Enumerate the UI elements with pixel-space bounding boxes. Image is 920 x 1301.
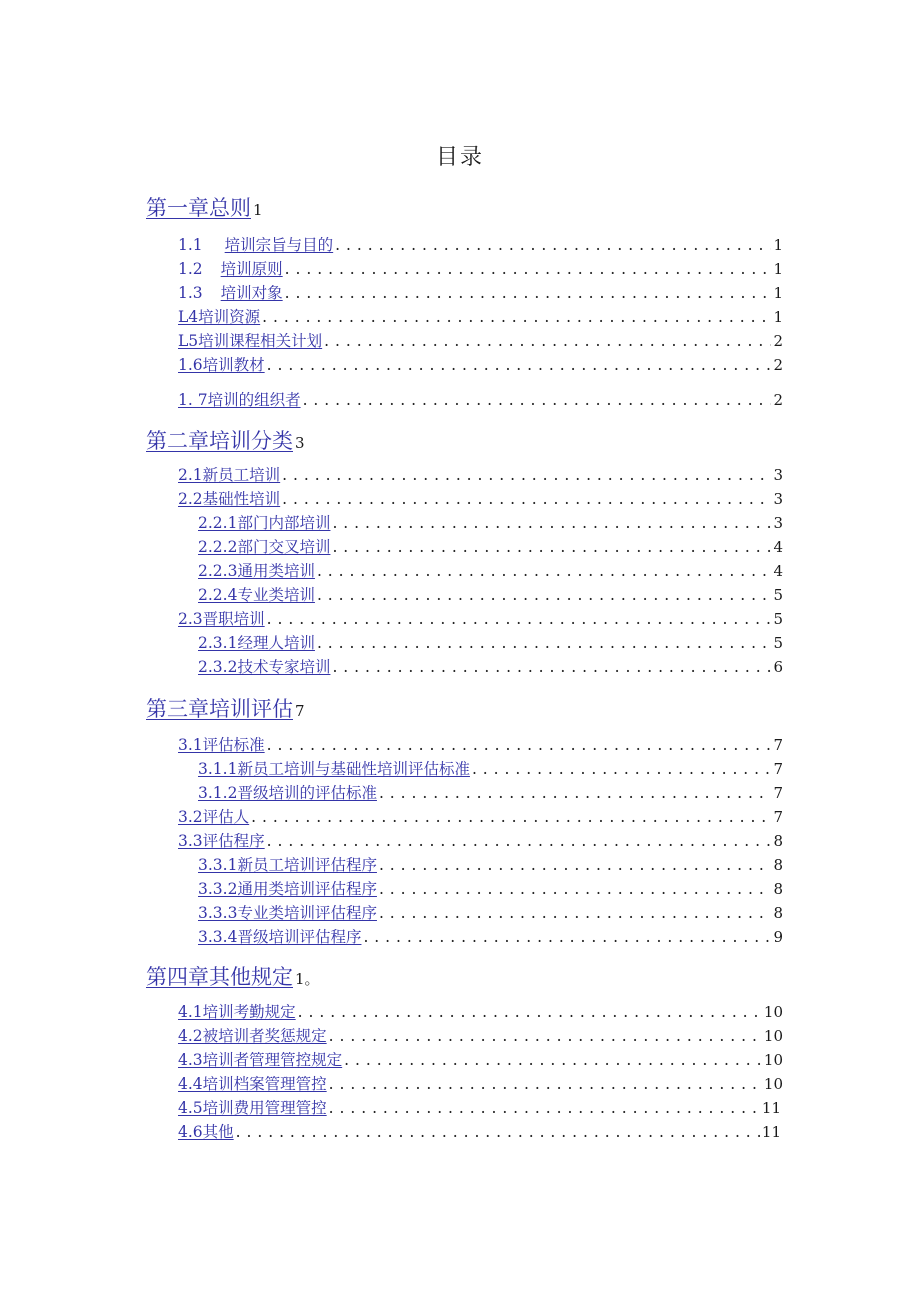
toc-entry-page: 7: [773, 808, 783, 826]
toc-entry-label[interactable]: 3.1.1新员工培训与基础性培训评估标准: [198, 760, 470, 778]
chapter-1-heading[interactable]: [146, 192, 263, 222]
toc-entry-page: 3: [773, 466, 783, 484]
dot-leader: [379, 784, 772, 802]
toc-entry-label[interactable]: 2.2.2部门交叉培训: [198, 538, 331, 556]
toc-entry-page: 5: [773, 586, 783, 604]
toc-entry[interactable]: [178, 281, 783, 303]
dot-leader: [329, 1075, 762, 1093]
dot-leader: [267, 356, 772, 374]
chapter-page-number: 3: [295, 434, 305, 452]
dot-leader: [282, 490, 771, 508]
toc-entry[interactable]: [178, 257, 783, 279]
toc-entry-page: 3: [773, 490, 783, 508]
toc-entry[interactable]: [198, 925, 783, 947]
dot-leader: [267, 736, 772, 754]
toc-entry[interactable]: [198, 757, 783, 779]
toc-entry[interactable]: [198, 781, 783, 803]
toc-entry[interactable]: [178, 1096, 781, 1118]
dot-leader: [267, 832, 772, 850]
toc-entry-page: 10: [763, 1027, 783, 1045]
dot-leader: [329, 1099, 760, 1117]
toc-entry[interactable]: [198, 655, 783, 677]
toc-entry-page: 1: [773, 284, 783, 302]
toc-entry-page: 8: [773, 880, 783, 898]
toc-entry[interactable]: [178, 305, 783, 327]
toc-entry-page: 4: [773, 562, 783, 580]
toc-entry[interactable]: [178, 233, 783, 255]
dot-leader: [298, 1003, 762, 1021]
toc-entry-link[interactable]: [178, 281, 283, 303]
dot-leader: [332, 538, 771, 556]
dot-leader: [317, 562, 772, 580]
dot-leader: [285, 284, 772, 302]
toc-entry[interactable]: [198, 877, 783, 899]
dot-leader: [267, 610, 772, 628]
toc-entry[interactable]: [198, 535, 783, 557]
toc-entry-label[interactable]: 3.3评估程序: [178, 832, 265, 850]
toc-entry-page: 5: [773, 634, 783, 652]
toc-entry-page: 7: [773, 736, 783, 754]
toc-entry-page: 11: [761, 1123, 781, 1141]
toc-entry-label[interactable]: L4培训资源: [178, 308, 261, 326]
dot-leader: [344, 1051, 762, 1069]
toc-entry-page: 8: [773, 832, 783, 850]
toc-entry[interactable]: [178, 463, 783, 485]
toc-entry[interactable]: [178, 1048, 783, 1070]
toc-entry-page: 9: [773, 928, 783, 946]
toc-entry[interactable]: [178, 829, 783, 851]
toc-entry-label[interactable]: 2.2.4专业类培训: [198, 586, 315, 604]
toc-entry-page: 10: [763, 1003, 783, 1021]
toc-entry-label[interactable]: 3.1评估标准: [178, 736, 265, 754]
dot-leader: [332, 658, 771, 676]
toc-entry-number: 1.3: [178, 284, 203, 302]
toc-entry[interactable]: [178, 1120, 781, 1142]
chapter-title[interactable]: 第二章培训分类: [146, 429, 293, 453]
toc-entry-label: 培训原则: [220, 260, 283, 278]
toc-entry[interactable]: [198, 583, 783, 605]
toc-entry[interactable]: [178, 388, 783, 410]
chapter-4-heading[interactable]: [146, 961, 320, 991]
toc-entry-label[interactable]: L5培训课程相关计划: [178, 332, 323, 350]
dot-leader: [329, 1027, 762, 1045]
toc-entry-page: 11: [761, 1099, 781, 1117]
dot-leader: [317, 586, 772, 604]
dot-leader: [335, 236, 771, 254]
toc-entry-page: 2: [773, 356, 783, 374]
dot-leader: [251, 808, 771, 826]
toc-entry-label[interactable]: 4.4培训档案管理管控: [178, 1075, 327, 1093]
dot-leader: [262, 308, 771, 326]
toc-entry-link[interactable]: [178, 257, 283, 279]
toc-entry[interactable]: [198, 853, 783, 875]
toc-entry-page: 10: [763, 1051, 783, 1069]
chapter-title[interactable]: 第三章培训评估: [146, 697, 293, 721]
toc-entry[interactable]: [178, 487, 783, 509]
chapter-title[interactable]: 第四章其他规定: [146, 965, 293, 989]
page-title: 目录: [435, 145, 484, 170]
toc-entry-label[interactable]: 1. 7培训的组织者: [178, 391, 301, 409]
toc-entry[interactable]: [178, 353, 783, 375]
toc-entry-label[interactable]: 3.3.4晋级培训评估程序: [198, 928, 362, 946]
toc-entry-label[interactable]: 2.2.3通用类培训: [198, 562, 315, 580]
toc-entry-page: 8: [773, 904, 783, 922]
toc-entry-number: 1.2: [178, 260, 203, 278]
toc-entry[interactable]: [198, 559, 783, 581]
toc-entry[interactable]: [178, 1072, 783, 1094]
dot-leader: [379, 856, 772, 874]
toc-entry[interactable]: [178, 329, 783, 351]
toc-entry-label[interactable]: 4.1培训考勤规定: [178, 1003, 296, 1021]
toc-entry-label: 培训对象: [220, 284, 283, 302]
toc-entry[interactable]: [178, 805, 783, 827]
dot-leader: [472, 760, 772, 778]
toc-entry-label[interactable]: 1.6培训教材: [178, 356, 265, 374]
toc-entry-page: 8: [773, 856, 783, 874]
toc-entry-label[interactable]: 4.5培训费用管理管控: [178, 1099, 327, 1117]
toc-entry-page: 10: [763, 1075, 783, 1093]
toc-entry[interactable]: [198, 631, 783, 653]
dot-leader: [332, 514, 771, 532]
toc-entry-page: 5: [773, 610, 783, 628]
toc-entry-page: 2: [773, 332, 783, 350]
dot-leader: [236, 1123, 760, 1141]
toc-entry-label: 培训宗旨与目的: [224, 236, 334, 254]
toc-entry[interactable]: [198, 901, 783, 923]
toc-entry[interactable]: [178, 733, 783, 755]
toc-entry-label[interactable]: 3.3.3专业类培训评估程序: [198, 904, 377, 922]
toc-entry-label[interactable]: 4.6其他: [178, 1123, 234, 1141]
dot-leader: [363, 928, 771, 946]
dot-leader: [379, 880, 772, 898]
toc-entry-page: 1: [773, 260, 783, 278]
toc-entry-page: 6: [773, 658, 783, 676]
chapter-page-number: 1。: [295, 970, 320, 988]
toc-entry-number: 1.1: [178, 236, 203, 254]
toc-entry-label[interactable]: 3.3.2通用类培训评估程序: [198, 880, 377, 898]
toc-entry-label[interactable]: 4.3培训者管理管控规定: [178, 1051, 343, 1069]
chapter-2-heading[interactable]: [146, 425, 305, 455]
toc-entry-label[interactable]: 2.1新员工培训: [178, 466, 281, 484]
toc-entry[interactable]: [178, 1024, 783, 1046]
toc-entry-label[interactable]: 2.3晋职培训: [178, 610, 265, 628]
dot-leader: [317, 634, 772, 652]
dot-leader: [285, 260, 772, 278]
toc-entry-label[interactable]: 3.2评估人: [178, 808, 250, 826]
toc-entry-page: 4: [773, 538, 783, 556]
chapter-title[interactable]: 第一章总则: [146, 196, 251, 220]
toc-entry-page: 7: [773, 760, 783, 778]
dot-leader: [324, 332, 771, 350]
toc-entry-label[interactable]: 2.2基础性培训: [178, 490, 281, 508]
toc-entry-label[interactable]: 3.3.1新员工培训评估程序: [198, 856, 377, 874]
chapter-page-number: 1: [253, 201, 263, 219]
toc-entry-label[interactable]: 4.2被培训者奖惩规定: [178, 1027, 327, 1045]
toc-entry-page: 1: [773, 308, 783, 326]
toc-entry-label[interactable]: 3.1.2晋级培训的评估标准: [198, 784, 377, 802]
toc-entry[interactable]: [198, 511, 783, 533]
toc-entry-label[interactable]: 2.3.2技术专家培训: [198, 658, 331, 676]
toc-entry-label[interactable]: 2.2.1部门内部培训: [198, 514, 331, 532]
dot-leader: [282, 466, 771, 484]
toc-entry-link[interactable]: [178, 233, 333, 255]
toc-entry[interactable]: [178, 1000, 783, 1022]
dot-leader: [303, 391, 772, 409]
toc-entry-page: 3: [773, 514, 783, 532]
toc-entry-label[interactable]: 2.3.1经理人培训: [198, 634, 315, 652]
toc-entry-page: 1: [773, 236, 783, 254]
dot-leader: [379, 904, 772, 922]
toc-entry-page: 7: [773, 784, 783, 802]
toc-entry[interactable]: [178, 607, 783, 629]
toc-entry-page: 2: [773, 391, 783, 409]
chapter-page-number: 7: [295, 702, 305, 720]
chapter-3-heading[interactable]: [146, 693, 305, 723]
